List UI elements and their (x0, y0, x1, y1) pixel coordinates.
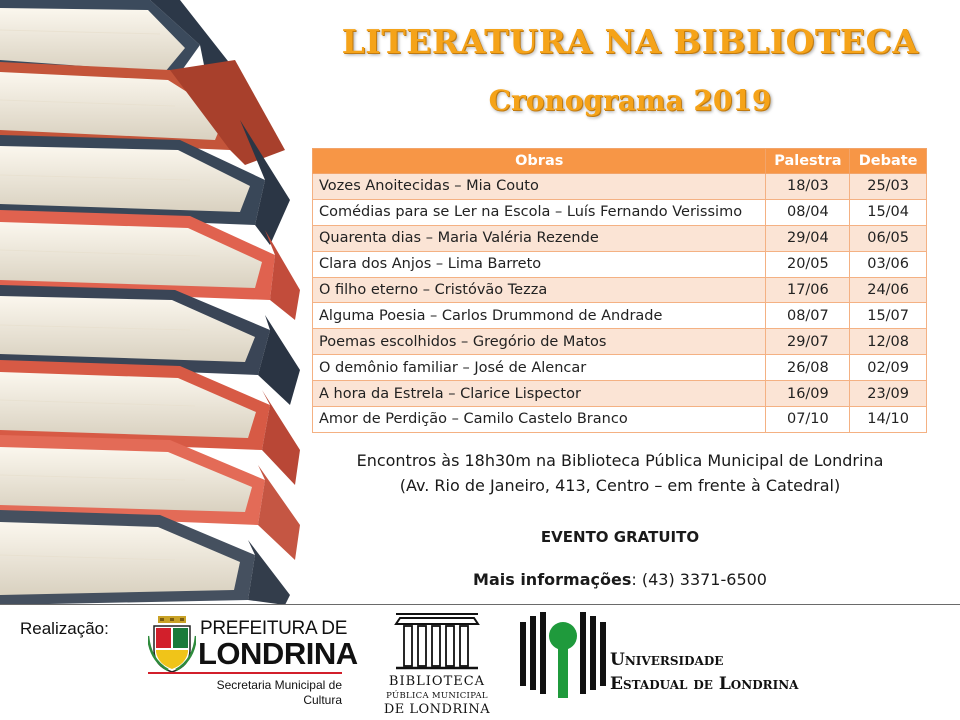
debate-date-cell: 15/04 (850, 199, 927, 225)
biblioteca-logo (382, 610, 492, 718)
debate-date-cell: 25/03 (850, 174, 927, 200)
secretaria-line2: Cultura (303, 693, 342, 707)
debate-date-cell: 06/05 (850, 225, 927, 251)
biblioteca-name-line2: PÚBLICA MUNICIPAL (386, 691, 488, 701)
table-row (313, 329, 927, 355)
uel-name-line2: Estadual de Londrina (610, 674, 799, 694)
work-cell: A hora da Estrela – Clarice Lispector (313, 381, 766, 407)
secretaria-line1: Secretaria Municipal de (216, 678, 342, 692)
table-row (313, 225, 927, 251)
work-cell: O demônio familiar – José de Alencar (313, 355, 766, 381)
biblioteca-name-line3: DE LONDRINA (383, 702, 491, 717)
prefeitura-divider (148, 672, 342, 674)
prefeitura-name-line2: LONDRINA (198, 636, 358, 671)
table-row (313, 303, 927, 329)
prefeitura-crest-icon (148, 616, 196, 674)
column-header-palestra: Palestra (766, 149, 850, 174)
footer-divider (0, 604, 960, 605)
biblioteca-name-line1: BIBLIOTECA (388, 674, 486, 689)
more-info-phone: : (43) 3371-6500 (631, 570, 767, 589)
schedule-table (312, 148, 927, 433)
venue-line-2: (Av. Rio de Janeiro, 413, Centro – em frente à Catedral) (399, 476, 841, 495)
table-row (313, 174, 927, 200)
table-row (313, 355, 927, 381)
page-title: LITERATURA NA BIBLIOTECA (341, 22, 919, 61)
uel-logo-icon (520, 612, 606, 698)
debate-date-cell: 15/07 (850, 303, 927, 329)
work-cell: Clara dos Anjos – Lima Barreto (313, 251, 766, 277)
column-header-obras: Obras (313, 149, 766, 174)
debate-date-cell: 14/10 (850, 407, 927, 433)
more-info-line (300, 570, 940, 589)
work-cell: Alguma Poesia – Carlos Drummond de Andrade (313, 303, 766, 329)
prefeitura-logo (148, 614, 358, 714)
lecture-date-cell: 29/04 (766, 225, 850, 251)
book-stack-illustration (0, 0, 300, 605)
biblioteca-columns-icon (394, 610, 480, 672)
lecture-date-cell: 17/06 (766, 277, 850, 303)
lecture-date-cell: 20/05 (766, 251, 850, 277)
table-row (313, 199, 927, 225)
venue-line-1: Encontros às 18h30m na Biblioteca Pública Municipal de Londrina (356, 451, 884, 470)
work-cell: Vozes Anoitecidas – Mia Couto (313, 174, 766, 200)
free-event-label: EVENTO GRATUITO (540, 528, 700, 546)
debate-date-cell: 24/06 (850, 277, 927, 303)
lecture-date-cell: 18/03 (766, 174, 850, 200)
table-row (313, 251, 927, 277)
table-row (313, 277, 927, 303)
work-cell: Amor de Perdição – Camilo Castelo Branco (313, 407, 766, 433)
more-info-label: Mais informações (473, 570, 632, 589)
column-header-debate: Debate (850, 149, 927, 174)
work-cell: Comédias para se Ler na Escola – Luís Fernando Verissimo (313, 199, 766, 225)
table-header-row (313, 149, 927, 174)
debate-date-cell: 03/06 (850, 251, 927, 277)
lecture-date-cell: 08/07 (766, 303, 850, 329)
uel-logo (520, 612, 800, 712)
lecture-date-cell: 26/08 (766, 355, 850, 381)
debate-date-cell: 23/09 (850, 381, 927, 407)
debate-date-cell: 12/08 (850, 329, 927, 355)
table-row (313, 407, 927, 433)
lecture-date-cell: 07/10 (766, 407, 850, 433)
debate-date-cell: 02/09 (850, 355, 927, 381)
lecture-date-cell: 29/07 (766, 329, 850, 355)
page-subtitle: Cronograma 2019 (488, 84, 772, 117)
footer-label: Realização: (20, 619, 109, 638)
work-cell: Quarenta dias – Maria Valéria Rezende (313, 225, 766, 251)
work-cell: O filho eterno – Cristóvão Tezza (313, 277, 766, 303)
work-cell: Poemas escolhidos – Gregório de Matos (313, 329, 766, 355)
uel-name-line1: Universidade (610, 650, 724, 670)
lecture-date-cell: 08/04 (766, 199, 850, 225)
table-row (313, 381, 927, 407)
lecture-date-cell: 16/09 (766, 381, 850, 407)
prefeitura-name-line1: PREFEITURA DE (200, 618, 348, 639)
